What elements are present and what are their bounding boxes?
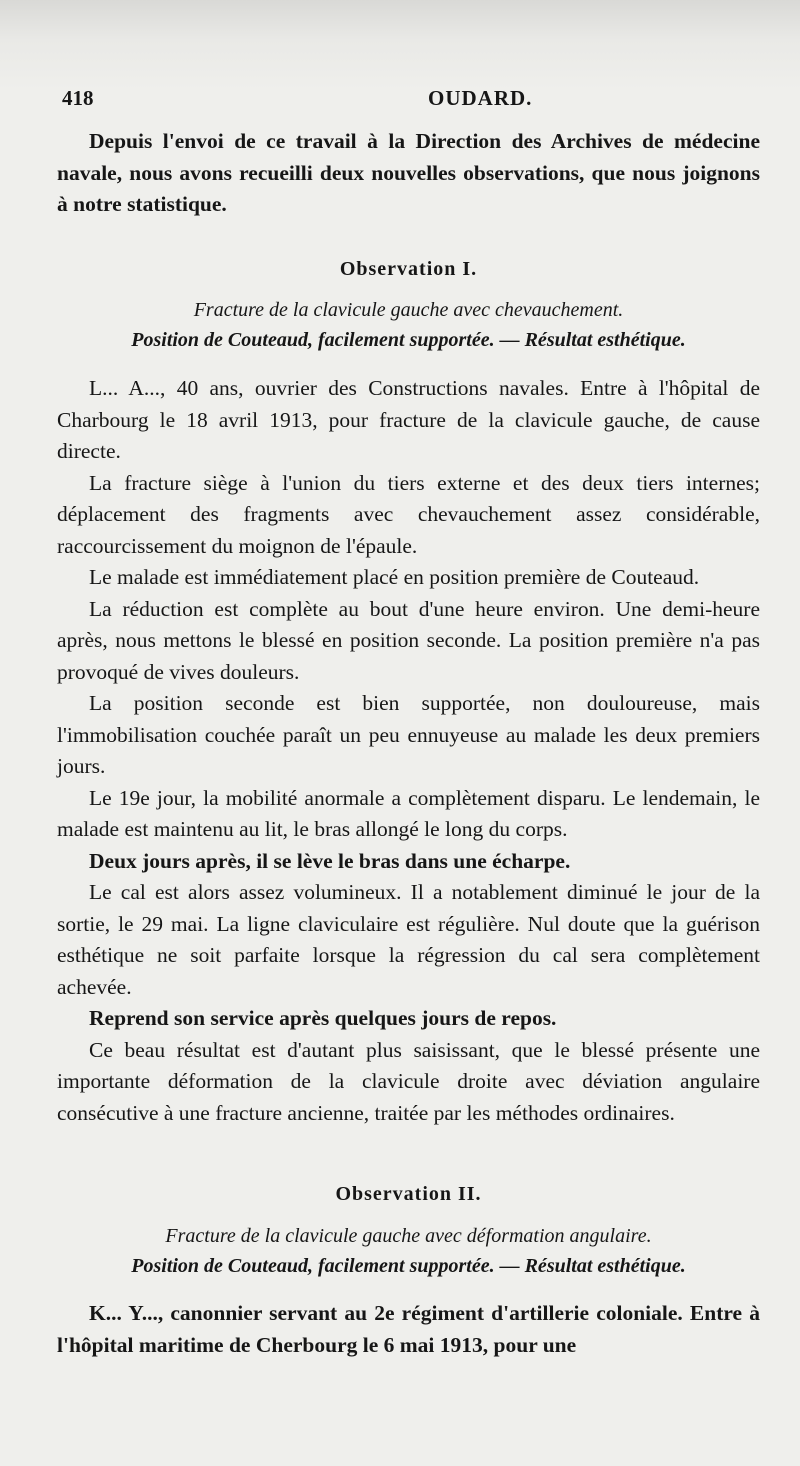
observation-1-subtitle [57, 295, 760, 355]
intro-paragraph: Depuis l'envoi de ce travail à la Direction des Archives de médecine navale, nous avons recueilli deux nouvelles observations, que nous joignons à notre statistique. [57, 129, 760, 216]
observation-2-subtitle-line-1: Fracture de la clavicule gauche avec déformation angulaire. [165, 1225, 652, 1247]
observation-1-paragraph: Le 19e jour, la mobilité anormale a complètement disparu. Le lendemain, le malade est maintenu au lit, le bras allongé le long du corps. [57, 785, 760, 841]
observation-1-paragraph: Deux jours après, il se lève le bras dans une écharpe. [89, 848, 571, 873]
observation-1-subtitle-line-2: Position de Couteaud, facilement supportée. — Résultat esthétique. [131, 329, 686, 351]
observation-2-subtitle [57, 1221, 760, 1281]
observation-1-subtitle-line-1: Fracture de la clavicule gauche avec chevauchement. [193, 299, 624, 321]
running-head: OUDARD. [428, 86, 533, 110]
observation-1-paragraph: Le cal est alors assez volumineux. Il a notablement diminué le jour de la sortie, le 29 mai. La ligne claviculaire est régulière. Nul doute que la guérison esthétique ne soit parfaite lorsque la régression du cal sera complètement achevée. [57, 880, 760, 999]
page-header [62, 86, 762, 114]
observation-1-paragraph: Reprend son service après quelques jours de repos. [89, 1006, 557, 1030]
observation-2-title: Observation II. [335, 1183, 482, 1205]
observation-1-title: Observation I. [339, 258, 478, 280]
observation-1-paragraph: Ce beau résultat est d'autant plus saisissant, que le blessé présente une importante déformation de la clavicule droite avec déviation angulaire consécutive à une fracture ancienne, traitée par les méthodes ordinaires. [57, 1037, 760, 1125]
observation-2-subtitle-line-2: Position de Couteaud, facilement supportée. — Résultat esthétique. [131, 1255, 686, 1277]
observation-1-paragraph: Le malade est immédiatement placé en position première de Couteaud. [89, 565, 700, 589]
observation-1-paragraph: La position seconde est bien supportée, non douloureuse, mais l'immobilisation couchée paraît un peu ennuyeuse au malade les deux premiers jours. [57, 691, 760, 778]
page-number: 418 [62, 86, 94, 110]
observation-1-body [57, 373, 760, 1129]
observation-2-body [57, 1298, 760, 1361]
observation-1-paragraph: La réduction est complète au bout d'une heure environ. Une demi-heure après, nous mettons le blessé en position seconde. La position première n'a pas provoqué de vives douleurs. [57, 596, 760, 684]
observation-1-paragraph: L... A..., 40 ans, ouvrier des Constructions navales. Entre à l'hôpital de Charbourg le 18 avril 1913, pour fracture de la clavicule gauche, de cause directe. [57, 376, 760, 463]
observation-1-paragraph: La fracture siège à l'union du tiers externe et des deux tiers internes; déplacement des fragments avec chevauchement assez considérable, raccourcissement du moignon de l'épaule. [57, 470, 760, 558]
observation-2-paragraph: K... Y..., canonnier servant au 2e régiment d'artillerie coloniale. Entre à l'hôpital maritime de Cherbourg le 6 mai 1913, pour une [57, 1301, 760, 1357]
